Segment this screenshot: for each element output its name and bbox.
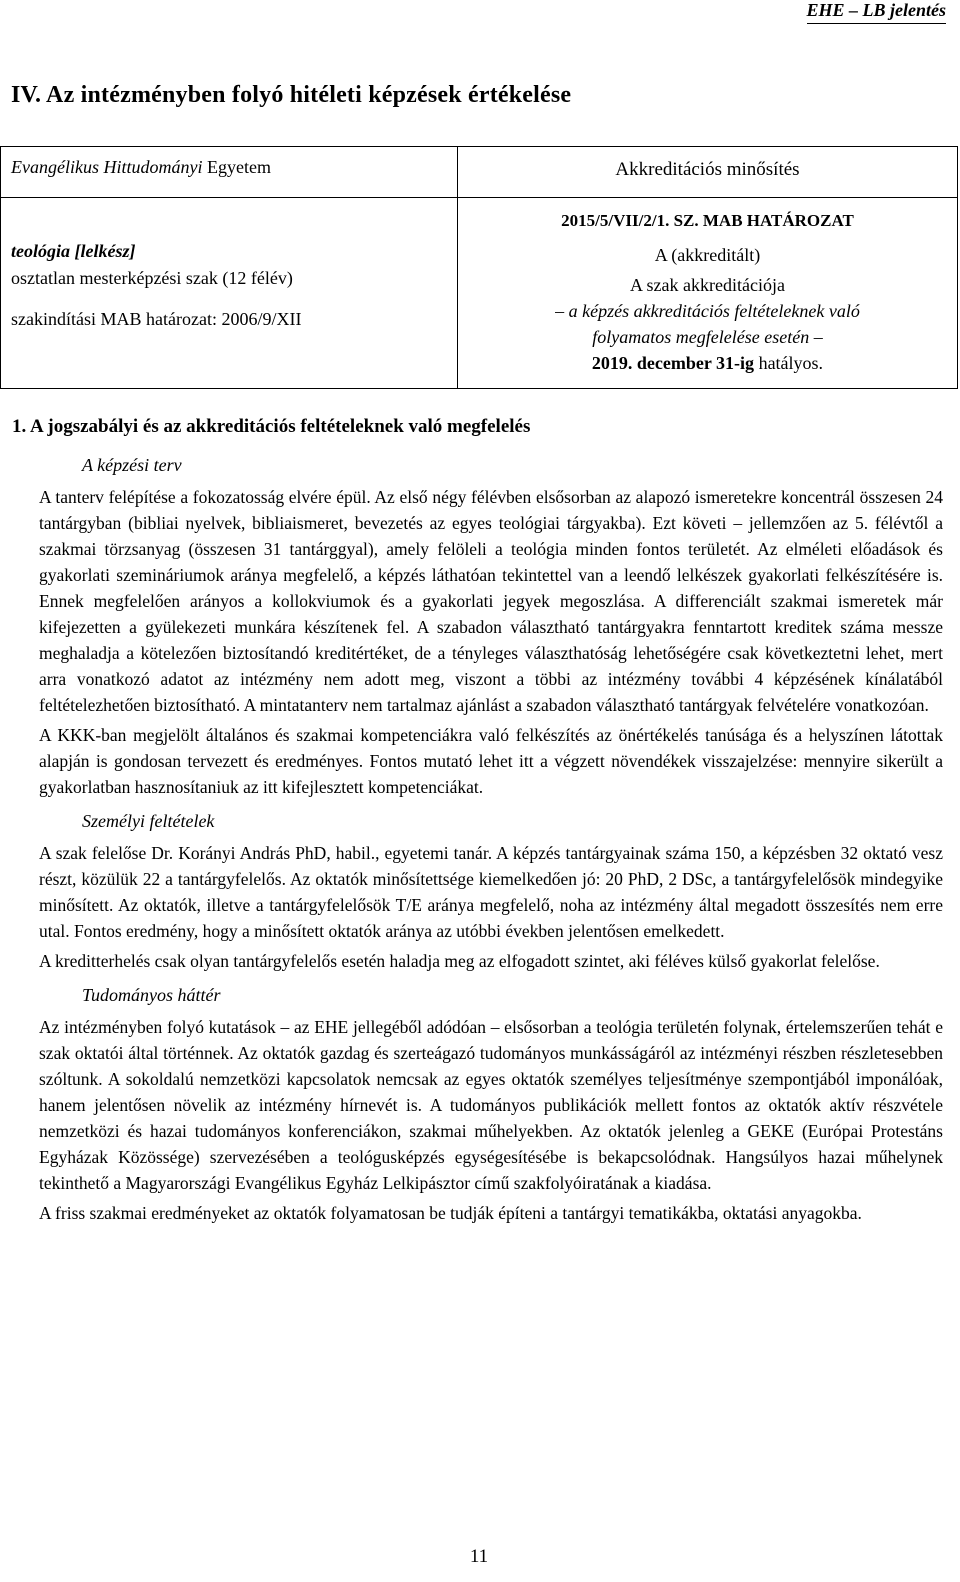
decision-validity — [464, 350, 951, 376]
decision-valid-word: hatályos. — [758, 353, 824, 373]
subheading-tudomanyos-hatter: Tudományos háttér — [82, 985, 221, 1005]
paragraph: A friss szakmai eredményeket az oktatók folyamatosan be tudják építeni a tantárgyi tematikákba, oktatási anyagokba. — [39, 1203, 862, 1223]
decision-text: A szak akkreditációja — [630, 275, 785, 295]
paragraph: Az intézményben folyó kutatások – az EHE jellegéből adódóan – elsősorban a teológia területén folynak, értelemszerűen tehát e szak oktatói által történnek. Az oktatók gazdag és szerteágazó tudományos munkásságáról az intézményi részben részletesebben szóltunk. A sokoldalú nemzetközi kapcsolatok nemcsak az egyes oktatók személyes teljesítménye szempontjából imponálóak, hanem jelentősen növelik az intézmény hírnevét is. A tudományos publikációk mellett fontos az oktatók aktív részvétele nemzetközi és hazai tudományos konferenciákon, szakmai műhelyekben. Az oktatók jelenleg a GEKE (Európai Protestáns Egyházak Közössége) szervezésében a teológusképzés egységesítésébe is bekapcsolódnak. Hangsúlyos hazai műhelynek tekinthető a Magyarországi Evangélikus Egyház Lelkipásztor című szakfolyóiratának a kiadása. — [39, 1017, 943, 1193]
institution-cell — [1, 147, 458, 198]
section-content — [39, 446, 943, 1230]
decision-valid-date: 2019. december 31-ig — [591, 353, 755, 373]
section-title: 1. A jogszabályi és az akkreditációs feltételeknek való megfelelés — [12, 416, 531, 437]
accreditation-info-table — [0, 146, 958, 389]
decision-condition-2: folyamatos megfelelése esetén – — [592, 327, 823, 347]
institution-name-italic: Evangélikus Hittudományi — [11, 157, 203, 177]
running-header: EHE – LB jelentés — [807, 0, 947, 24]
chapter-title: IV. Az intézményben folyó hitéleti képzések értékelése — [11, 82, 572, 108]
decision-condition-1: – a képzés akkreditációs feltételeknek való — [555, 301, 860, 321]
paragraph: A tanterv felépítése a fokozatosság elvére épül. Az első négy félévben elsősorban az alapozó ismeretekre koncentrál összesen 24 tantárgyban (bibliai nyelvek, bibliaismeret, bevezetés az egyes teológiai tárgyakba). Ezt követi – jellemzően az 5. félévtől a szakmai törzsanyag (összesen 31 tantárggyal), amely felöleli a teológia minden fontos területét. Az elméleti előadások és gyakorlati szemináriumok aránya megfelelő, a képzés láthatóan tekintettel van a leendő lelkészek gyakorlati felkészítésére is. Ennek megfelelően arányos a kollokviumok és a gyakorlati jegyek megoszlása. A differenciált szakmai ismeretek már kifejezetten a gyülekezeti munkára készítenek fel. A szabadon választható tantárgyakra fenntartott kreditek száma messze meghaladja a kötelezően biztosítandó kreditértéket, de a tényleges választhatóság lehetőségére csak következtetni lehet, mert arra vonatkozó adatot az intézmény nem adott meg, viszont a többi az intézmény további 4 képzésének kínálatából feltételezhetően biztosítható. A mintatanterv nem tartalmaz ajánlást a szabadon választható tantárgyak felvételére vonatkozóan. — [39, 487, 943, 715]
page-number: 11 — [469, 1546, 489, 1567]
program-type: osztatlan mesterképzési szak (12 félév) — [11, 268, 293, 288]
decision-reference: 2015/5/VII/2/1. SZ. MAB HATÁROZAT — [561, 211, 854, 230]
subheading-szemelyi-feltetelek: Személyi feltételek — [82, 811, 215, 831]
paragraph: A kreditterhelés csak olyan tantárgyfelelős esetén haladja meg az elfogadott szintet, aki féléves külső gyakorlat felelőse. — [39, 951, 880, 971]
subheading-kepzesi-terv: A képzési terv — [82, 455, 182, 475]
program-name: teológia [lelkész] — [11, 241, 136, 261]
paragraph: A szak felelőse Dr. Korányi András PhD, habil., egyetemi tanár. A képzés tantárgyainak száma 150, a képzésben 32 oktató vesz részt, közülük 22 a tantárgyfelelős. Az oktatók minősítettsége kiemelkedően jó: 20 PhD, 2 DSc, a tantárgyfelelősök mindegyike minősített. Az oktatók, illetve a tantárgyfelelősök T/E aránya megfelelő, noha az intézmény által megadott összesítés nem erre utal. Fontos eredmény, hogy a minősített oktatók aránya az utóbbi években jelentősen emelkedett. — [39, 843, 943, 941]
decision-cell — [458, 198, 958, 389]
decision-grade: A (akkreditált) — [654, 245, 761, 265]
paragraph: A KKK-ban megjelölt általános és szakmai kompetenciákra való felkészítés az önértékelés tanúsága és a helyszínen látottak alapján is gondosan tervezett és eredményes. Fontos mutató lehet itt a végzett növendékek visszajelzése: mennyire sikerült a gyakorlatban hasznosítaniuk az itt kifejlesztett kompetenciákat. — [39, 725, 943, 797]
institution-name-rest: Egyetem — [206, 157, 271, 177]
accreditation-header: Akkreditációs minősítés — [458, 147, 958, 198]
program-cell — [1, 198, 458, 389]
program-start-decision: szakindítási MAB határozat: 2006/9/XII — [11, 309, 302, 329]
